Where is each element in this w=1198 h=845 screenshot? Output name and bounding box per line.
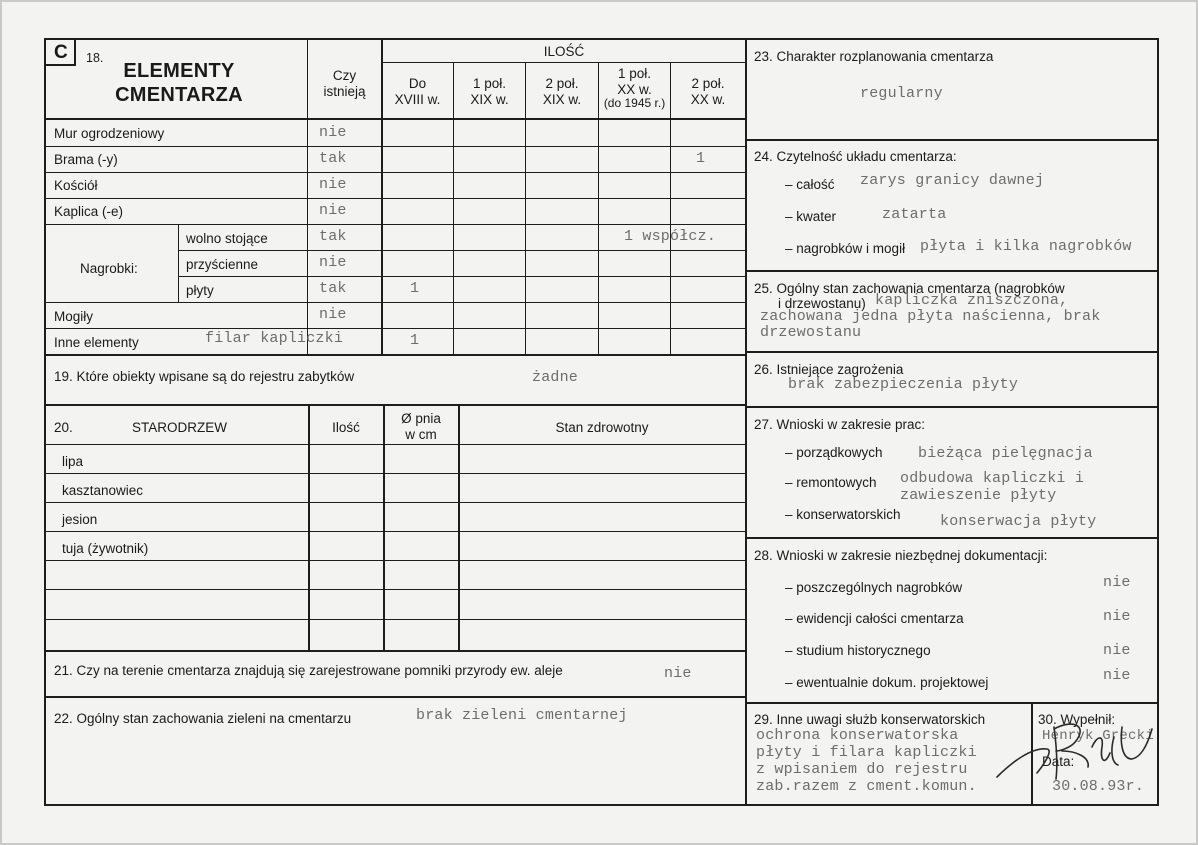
row-label-wolno: wolno stojące [186, 231, 268, 246]
q22-value: brak zieleni cmentarnej [416, 707, 628, 724]
q27-conserv-value: konserwacja płyty [940, 513, 1097, 530]
exists-header-line2: istnieją [323, 83, 366, 99]
q29-line: zab.razem z cment.komun. [756, 778, 977, 795]
q24-quarters-label: – kwater [785, 209, 837, 224]
quantity-header: ILOŚĆ [543, 44, 585, 59]
q25-label-line2: i drzewostanu) [778, 296, 866, 311]
q26-value: brak zabezpieczenia płyty [788, 376, 1019, 393]
q19-value: żadne [532, 369, 579, 386]
period-header-3 [526, 76, 598, 107]
row-label-mogily: Mogiły [54, 309, 94, 324]
trees-col-diameter-line1: Ø pnia [401, 411, 441, 426]
period-2-line2: XIX w. [470, 91, 509, 107]
q26-label: 26. Istniejące zagrożenia [754, 362, 904, 377]
q28-label: 28. Wnioski w zakresie niezbędnej dokumentacji: [754, 548, 1048, 563]
period-2-line1: 1 poł. [472, 76, 507, 91]
q30-date: 30.08.93r. [1052, 778, 1145, 795]
q29-label: 29. Inne uwagi służb konserwatorskich [754, 712, 986, 727]
q23-value: regularny [860, 85, 943, 102]
row-label-plyty: płyty [186, 283, 214, 298]
q27-label: 27. Wnioski w zakresie prac: [754, 417, 926, 432]
q29-line: płyty i filara kapliczki [756, 744, 977, 761]
row-label-kaplica: Kaplica (-e) [54, 204, 124, 219]
q28-item-value: nie [1103, 667, 1131, 684]
q28-item-label: – ewentualnie dokum. projektowej [785, 675, 989, 690]
q28-item-value: nie [1103, 608, 1131, 625]
inne-q1: 1 [410, 332, 420, 349]
row-label-przyscienne: przyścienne [186, 257, 259, 272]
q20-number: 20. [54, 420, 73, 435]
period-3-line1: 2 poł. [545, 76, 579, 91]
section-18-number: 18. [86, 51, 104, 65]
wolno-note: 1 współcz. [624, 228, 717, 245]
brama-exists: tak [319, 150, 347, 167]
q25-value-line3: drzewostanu [760, 324, 862, 341]
wolno-exists: tak [319, 228, 347, 245]
q27-repair-label: – remontowych [785, 475, 877, 490]
period-1-line1: Do [408, 76, 427, 91]
record-card [2, 2, 1196, 843]
row-label-inne: Inne elementy [54, 335, 139, 350]
q25-label-line1: 25. Ogólny stan zachowania cmentarza (nagrobków [754, 281, 1065, 296]
trees-title: STARODRZEW [132, 420, 227, 435]
q27-order-value: bieżąca pielęgnacja [918, 445, 1093, 462]
q24-quarters-value: zatarta [882, 206, 947, 223]
q28-item-label: – poszczególnych nagrobków [785, 580, 963, 595]
tree-item: jesion [62, 512, 98, 527]
q21-value: nie [664, 665, 692, 682]
tree-item: lipa [62, 454, 84, 469]
mur-exists: nie [319, 124, 347, 141]
trees-col-diameter-line2: w cm [405, 426, 437, 442]
q29-line: z wpisaniem do rejestru [756, 761, 968, 778]
exists-header [308, 68, 381, 99]
q30-date-label: Data: [1042, 754, 1075, 769]
exists-header-line1: Czy [332, 68, 357, 83]
inne-value: filar kapliczki [205, 330, 344, 347]
row-label-kosciol: Kościół [54, 178, 98, 193]
period-header-2 [454, 76, 525, 107]
q22-label: 22. Ogólny stan zachowania zieleni na cmentarzu [54, 711, 352, 726]
period-5-line1: 2 poł. [691, 76, 725, 91]
q24-graves-value: płyta i kilka nagrobków [920, 238, 1132, 255]
elements-title-line2: CMENTARZA [115, 84, 243, 106]
kaplica-exists: nie [319, 202, 347, 219]
brama-q5: 1 [696, 150, 706, 167]
przyscienne-exists: nie [319, 254, 347, 271]
row-label-mur: Mur ogrodzeniowy [54, 126, 165, 141]
q24-whole-label: – całość [785, 177, 835, 192]
q27-repair-value-line1: odbudowa kapliczki i [900, 470, 1085, 487]
period-1-line2: XVIII w. [394, 91, 441, 107]
q28-item-label: – studium historycznego [785, 643, 931, 658]
q27-repair-value-line2: zawieszenie płyty [900, 487, 1057, 504]
row-label-nagrobki: Nagrobki: [80, 261, 138, 276]
period-4-line1: 1 poł. [617, 66, 652, 81]
q30-name: Henryk Grecki [1042, 728, 1154, 744]
q28-item-label: – ewidencji całości cmentarza [785, 611, 964, 626]
q28-item-value: nie [1103, 574, 1131, 591]
kosciol-exists: nie [319, 176, 347, 193]
plyty-exists: tak [319, 280, 347, 297]
mogily-exists: nie [319, 306, 347, 323]
trees-col-count: Ilość [332, 420, 360, 435]
q24-whole-value: zarys granicy dawnej [860, 172, 1045, 189]
period-header-4 [599, 66, 670, 111]
q19-label: 19. Które obiekty wpisane są do rejestru zabytków [54, 369, 355, 384]
q28-item-value: nie [1103, 642, 1131, 659]
tree-item: tuja (żywotnik) [62, 541, 149, 556]
period-3-line2: XIX w. [542, 91, 582, 107]
period-header-1 [382, 76, 453, 107]
q30-label: 30. Wypełnił: [1038, 712, 1116, 727]
q24-label: 24. Czytelność układu cmentarza: [754, 149, 957, 164]
period-4-line2: XX w. [617, 81, 652, 97]
period-5-line2: XX w. [690, 91, 726, 107]
period-header-5 [671, 76, 745, 107]
handwritten-signature [992, 707, 1162, 787]
q25-value-line1: kapliczka zniszczona, [875, 292, 1069, 309]
plyty-q1: 1 [410, 280, 420, 297]
trees-col-diameter [384, 411, 458, 442]
period-4-line3: (do 1945 r.) [603, 96, 666, 111]
q21-label: 21. Czy na terenie cmentarza znajdują się zarejestrowane pomniki przyrody ew. aleje [54, 663, 563, 678]
q25-value-line2: zachowana jedna płyta naścienna, brak [760, 308, 1101, 325]
q27-conserv-label: – konserwatorskich [785, 507, 901, 522]
tree-item: kasztanowiec [62, 483, 144, 498]
section-letter: C [54, 42, 68, 63]
trees-col-health: Stan zdrowotny [555, 420, 649, 435]
q27-order-label: – porządkowych [785, 445, 883, 460]
row-label-brama: Brama (-y) [54, 152, 118, 167]
elements-title-line1: ELEMENTY [123, 60, 235, 82]
q24-graves-label: – nagrobków i mogił [785, 241, 906, 256]
q29-line: ochrona konserwatorska [756, 727, 959, 744]
q23-label: 23. Charakter rozplanowania cmentarza [754, 49, 994, 64]
